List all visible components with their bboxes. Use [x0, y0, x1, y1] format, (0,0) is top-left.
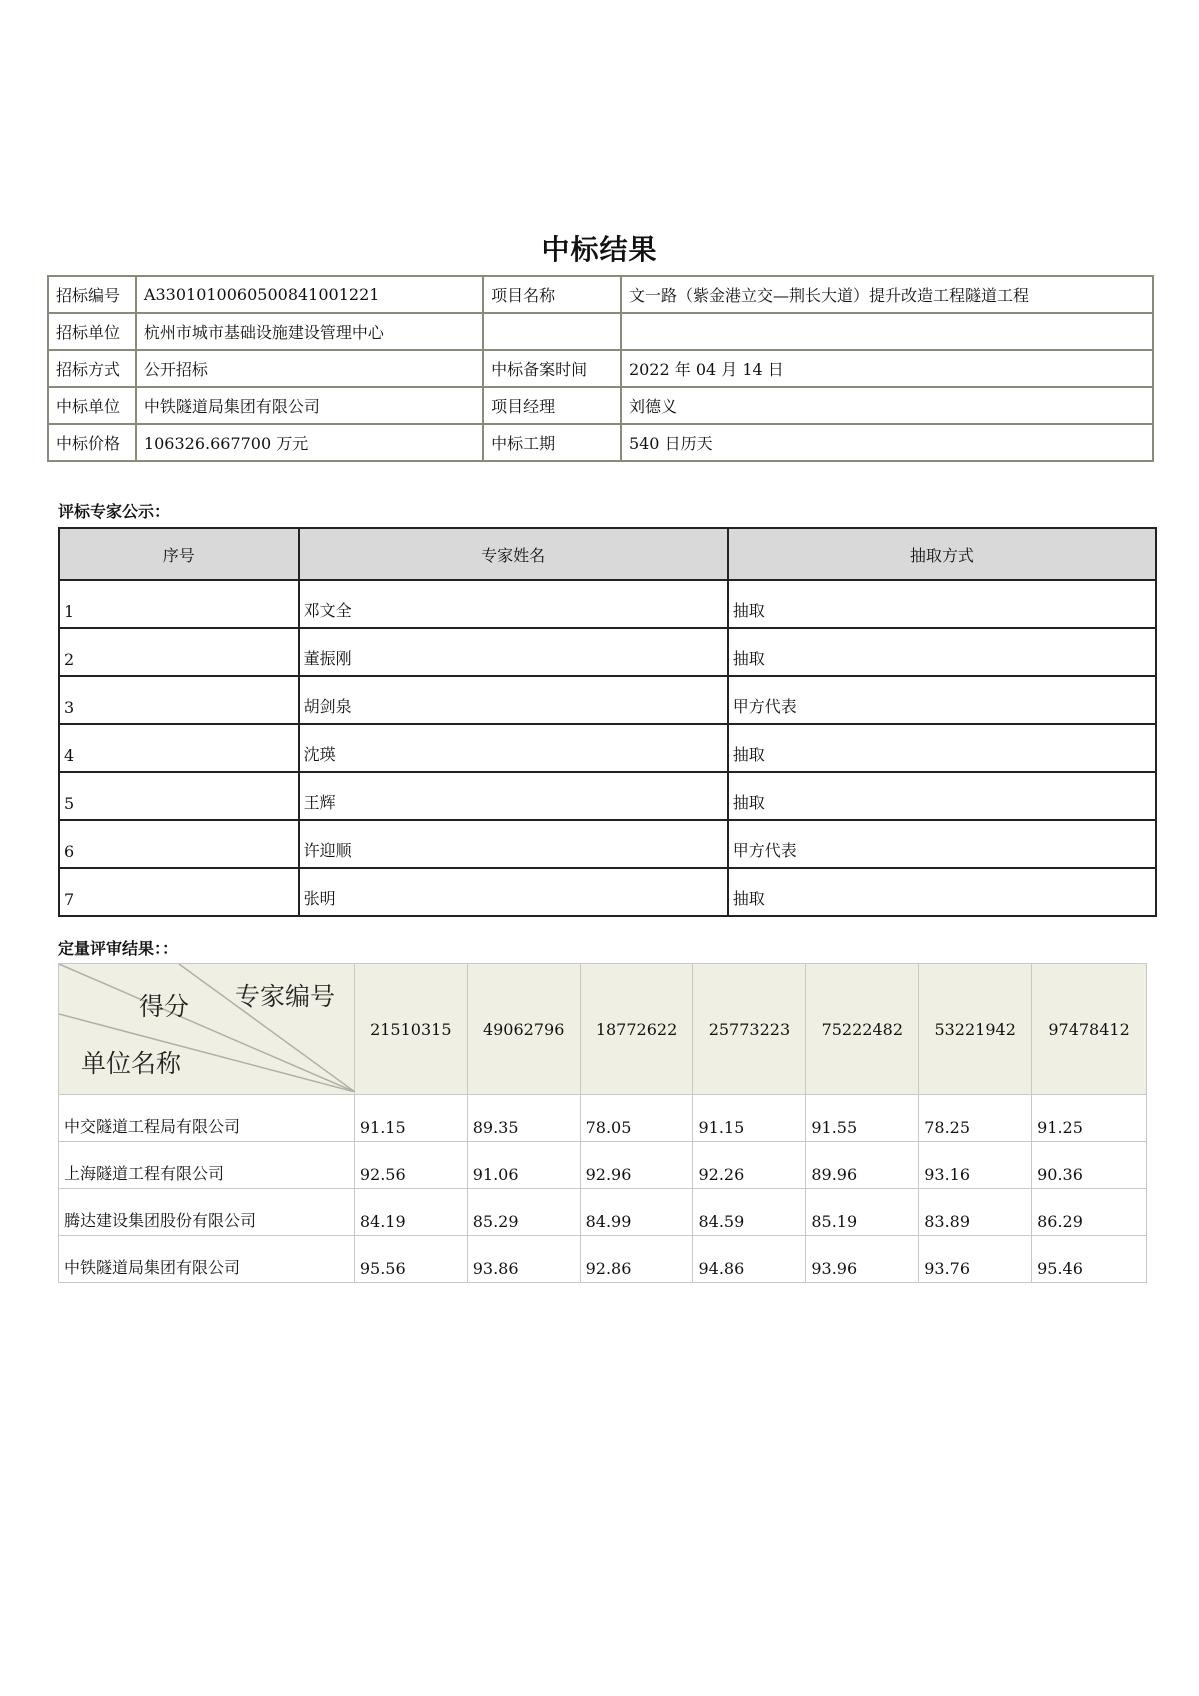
- expert-index-cell: 5: [59, 772, 299, 820]
- score-cell: 91.15: [354, 1095, 467, 1142]
- expert-index-cell: 7: [59, 868, 299, 916]
- expert-name-cell: 沈瑛: [299, 724, 728, 772]
- score-cell: 93.16: [919, 1142, 1032, 1189]
- info-value: [621, 313, 1153, 350]
- info-key: 招标单位: [48, 313, 136, 350]
- company-name-cell: 腾达建设集团股份有限公司: [59, 1189, 355, 1236]
- info-value: 540 日历天: [621, 424, 1153, 461]
- expert-id-header: 49062796: [467, 964, 580, 1095]
- expert-id-header: 18772622: [580, 964, 693, 1095]
- diag-label-unit-name: 单位名称: [81, 1049, 182, 1078]
- diag-label-score: 得分: [139, 992, 190, 1021]
- expert-name-cell: 张明: [299, 868, 728, 916]
- table-row: [59, 724, 1156, 772]
- expert-id-header: 53221942: [919, 964, 1032, 1095]
- expert-id-header: 25773223: [693, 964, 806, 1095]
- info-row: [48, 313, 1153, 350]
- expert-method-cell: 抽取: [728, 772, 1156, 820]
- table-row: [59, 580, 1156, 628]
- score-cell: 95.56: [354, 1236, 467, 1283]
- scores-header-row: [59, 964, 1147, 1095]
- expert-id-header: 75222482: [806, 964, 919, 1095]
- table-row: [59, 772, 1156, 820]
- experts-header-row: [59, 528, 1156, 580]
- score-cell: 84.19: [354, 1189, 467, 1236]
- info-row: [48, 387, 1153, 424]
- score-cell: 85.29: [467, 1189, 580, 1236]
- info-value: 2022 年 04 月 14 日: [621, 350, 1153, 387]
- expert-name-cell: 董振刚: [299, 628, 728, 676]
- score-cell: 89.96: [806, 1142, 919, 1189]
- table-row: [59, 868, 1156, 916]
- info-key: 项目经理: [483, 387, 621, 424]
- score-cell: 78.25: [919, 1095, 1032, 1142]
- expert-name-cell: 王辉: [299, 772, 728, 820]
- score-cell: 84.99: [580, 1189, 693, 1236]
- expert-index-cell: 2: [59, 628, 299, 676]
- score-cell: 91.06: [467, 1142, 580, 1189]
- company-name-cell: 上海隧道工程有限公司: [59, 1142, 355, 1189]
- score-cell: 89.35: [467, 1095, 580, 1142]
- score-cell: 84.59: [693, 1189, 806, 1236]
- score-cell: 86.29: [1032, 1189, 1147, 1236]
- table-row: [59, 1236, 1147, 1283]
- score-cell: 91.25: [1032, 1095, 1147, 1142]
- info-key: 中标单位: [48, 387, 136, 424]
- info-value: 刘德义: [621, 387, 1153, 424]
- info-value: 杭州市城市基础设施建设管理中心: [136, 313, 483, 350]
- bid-info-table: [47, 275, 1154, 462]
- table-row: [59, 1095, 1147, 1142]
- info-value: 中铁隧道局集团有限公司: [136, 387, 483, 424]
- score-cell: 94.86: [693, 1236, 806, 1283]
- info-row: [48, 350, 1153, 387]
- expert-name-cell: 邓文全: [299, 580, 728, 628]
- diag-label-expert-id: 专家编号: [235, 982, 336, 1011]
- scores-table: [58, 963, 1147, 1283]
- expert-method-cell: 甲方代表: [728, 820, 1156, 868]
- info-value: 文一路（紫金港立交—荆长大道）提升改造工程隧道工程: [621, 276, 1153, 313]
- expert-method-cell: 甲方代表: [728, 676, 1156, 724]
- expert-id-header: 97478412: [1032, 964, 1147, 1095]
- score-cell: 95.46: [1032, 1236, 1147, 1283]
- page-title: 中标结果: [541, 233, 658, 266]
- diagonal-header-cell: [59, 964, 355, 1095]
- info-key: 中标价格: [48, 424, 136, 461]
- score-cell: 91.15: [693, 1095, 806, 1142]
- table-row: [59, 820, 1156, 868]
- expert-name-cell: 许迎顺: [299, 820, 728, 868]
- info-value: 106326.667700 万元: [136, 424, 483, 461]
- expert-method-cell: 抽取: [728, 868, 1156, 916]
- info-value: 公开招标: [136, 350, 483, 387]
- expert-index-cell: 4: [59, 724, 299, 772]
- score-cell: 83.89: [919, 1189, 1032, 1236]
- score-cell: 92.96: [580, 1142, 693, 1189]
- column-header-method: 抽取方式: [728, 528, 1156, 580]
- info-value: A3301010060500841001221: [136, 276, 483, 313]
- score-cell: 92.86: [580, 1236, 693, 1283]
- column-header-index: 序号: [59, 528, 299, 580]
- score-cell: 92.26: [693, 1142, 806, 1189]
- info-key: 中标工期: [483, 424, 621, 461]
- table-row: [59, 1142, 1147, 1189]
- score-cell: 92.56: [354, 1142, 467, 1189]
- expert-index-cell: 6: [59, 820, 299, 868]
- info-key: 招标编号: [48, 276, 136, 313]
- score-cell: 85.19: [806, 1189, 919, 1236]
- info-row: [48, 276, 1153, 313]
- table-row: [59, 676, 1156, 724]
- score-cell: 93.86: [467, 1236, 580, 1283]
- score-cell: 91.55: [806, 1095, 919, 1142]
- expert-method-cell: 抽取: [728, 628, 1156, 676]
- info-key: [483, 313, 621, 350]
- expert-id-header: 21510315: [354, 964, 467, 1095]
- experts-section-label: 评标专家公示：: [58, 502, 171, 521]
- expert-index-cell: 3: [59, 676, 299, 724]
- company-name-cell: 中交隧道工程局有限公司: [59, 1095, 355, 1142]
- experts-table: [58, 527, 1157, 917]
- table-row: [59, 1189, 1147, 1236]
- score-cell: 93.96: [806, 1236, 919, 1283]
- scores-section-label: 定量评审结果：：: [58, 939, 179, 958]
- table-row: [59, 628, 1156, 676]
- info-key: 项目名称: [483, 276, 621, 313]
- score-cell: 78.05: [580, 1095, 693, 1142]
- expert-name-cell: 胡剑泉: [299, 676, 728, 724]
- info-row: [48, 424, 1153, 461]
- company-name-cell: 中铁隧道局集团有限公司: [59, 1236, 355, 1283]
- expert-index-cell: 1: [59, 580, 299, 628]
- info-key: 招标方式: [48, 350, 136, 387]
- score-cell: 90.36: [1032, 1142, 1147, 1189]
- info-key: 中标备案时间: [483, 350, 621, 387]
- expert-method-cell: 抽取: [728, 580, 1156, 628]
- score-cell: 93.76: [919, 1236, 1032, 1283]
- column-header-name: 专家姓名: [299, 528, 728, 580]
- expert-method-cell: 抽取: [728, 724, 1156, 772]
